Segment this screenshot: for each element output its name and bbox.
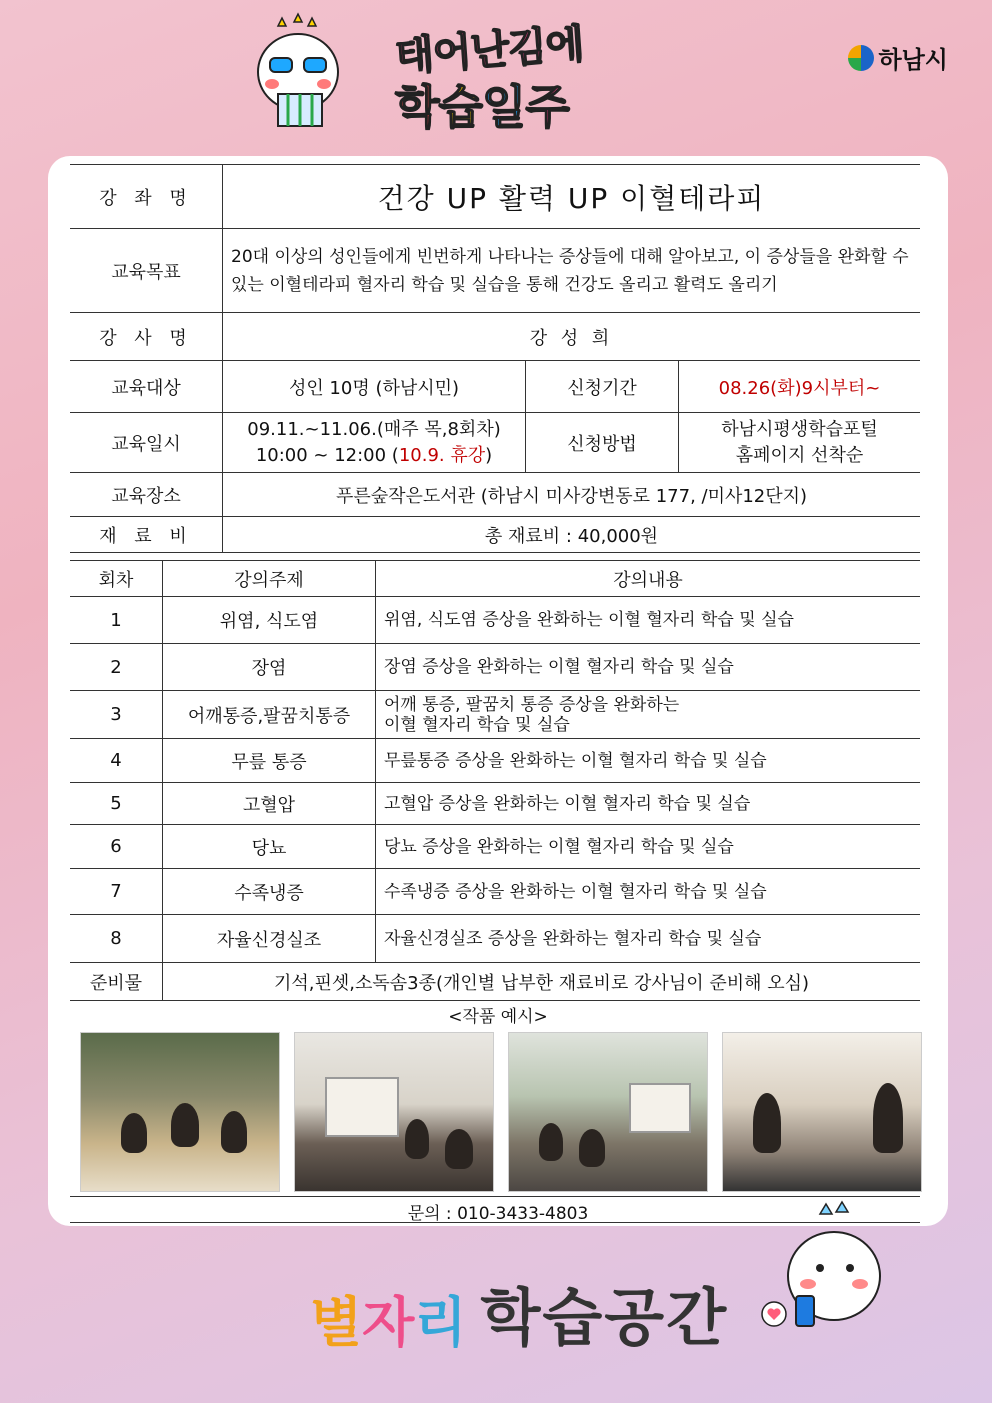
target-value: 성인 10명 (하남시민)	[223, 361, 526, 413]
apply-period-value: 08.26(화)9시부터~	[679, 361, 921, 413]
goal-label: 교육목표	[70, 229, 223, 313]
footer-learn-word: 학습공간	[480, 1281, 729, 1354]
schedule-dates: 09.11.~11.06.(매주 목,8회차)	[247, 418, 501, 440]
main-card	[48, 156, 948, 1226]
footer-title-art	[310, 1268, 728, 1357]
schedule-time: 10:00 ~ 12:00 (10.9. 휴강)	[255, 444, 493, 466]
mascot-top-illustration	[248, 12, 348, 132]
hanam-logo-icon	[848, 45, 874, 71]
apply-method-label: 신청방법	[526, 413, 679, 473]
target-label: 교육대상	[70, 361, 223, 413]
apply-method-value: 하남시평생학습포털 홈페이지 선착순	[679, 413, 921, 473]
table-row: 7 수족냉증 수족냉증 증상을 완화하는 이혈 혈자리 학습 및 실습	[70, 869, 920, 915]
header-title-line1: 태어난김에	[393, 21, 585, 81]
mascot-bottom-illustration	[756, 1196, 886, 1350]
table-row: 5 고혈압 고혈압 증상을 완화하는 이혈 혈자리 학습 및 실습	[70, 783, 920, 825]
place-value: 푸른숲작은도서관 (하남시 미사강변동로 177, /미사12단지)	[223, 473, 921, 517]
place-label: 교육장소	[70, 473, 223, 517]
instructor-label: 강 사 명	[70, 313, 223, 361]
example-photos	[80, 1032, 922, 1192]
goal-text: 20대 이상의 성인들에게 빈번하게 나타나는 증상들에 대해 알아보고, 이 증상들을 완화할 수 있는 이혈테라피 혈자리 학습 및 실습을 통해 건강도 올리고 활력도 올리기	[223, 229, 921, 313]
footer-star-word: 별자리	[310, 1291, 467, 1354]
example-photo-3	[508, 1032, 708, 1192]
header-title-line2: 학습일주	[395, 80, 569, 134]
header-content: 강의내용	[376, 561, 921, 597]
examples-title: <작품 예시>	[448, 1007, 548, 1027]
table-row: 3 어깨통증,팔꿈치통증 어깨 통증, 팔꿈치 통증 증상을 완화하는 이혈 혈자리 학습 및 실습	[70, 691, 920, 739]
fee-value: 총 재료비 : 40,000원	[223, 517, 921, 553]
header-topic: 강의주제	[163, 561, 376, 597]
fee-label: 재 료 비	[70, 517, 223, 553]
hanam-city-logo	[848, 40, 948, 75]
table-row: 8 자율신경실조 자율신경실조 증상을 완화하는 혈자리 학습 및 실습	[70, 915, 920, 963]
header-title-art	[393, 18, 605, 134]
holiday-note: 10.9. 휴강	[398, 444, 486, 466]
table-row: 6 당뇨 당뇨 증상을 완화하는 이혈 혈자리 학습 및 실습	[70, 825, 920, 869]
course-name: 건강 UP 활력 UP 이혈테라피	[223, 165, 921, 229]
table-row: 2 장염 장염 증상을 완화하는 이혈 혈자리 학습 및 실습	[70, 644, 920, 691]
example-photo-2	[294, 1032, 494, 1192]
course-info-table	[70, 164, 920, 553]
session-table	[70, 560, 920, 1001]
schedule-value	[223, 413, 526, 473]
contact-info: 문의 : 010-3433-4803	[407, 1204, 589, 1224]
header-session-no: 회차	[70, 561, 163, 597]
prep-value: 기석,핀셋,소독솜3종(개인별 납부한 재료비로 강사님이 준비해 오심)	[163, 963, 921, 1001]
table-row: 4 무릎 통증 무릎통증 증상을 완화하는 이혈 혈자리 학습 및 실습	[70, 739, 920, 783]
prep-row	[70, 963, 920, 1001]
table-row: 1 위염, 식도염 위염, 식도염 증상을 완화하는 이혈 혈자리 학습 및 실습	[70, 597, 920, 644]
instructor-name: 강 성 희	[223, 313, 921, 361]
schedule-label: 교육일시	[70, 413, 223, 473]
prep-label: 준비물	[70, 963, 163, 1001]
example-photo-1	[80, 1032, 280, 1192]
example-photo-4	[722, 1032, 922, 1192]
apply-period-label: 신청기간	[526, 361, 679, 413]
org-name: 하남시	[878, 46, 948, 74]
course-name-label: 강 좌 명	[70, 165, 223, 229]
